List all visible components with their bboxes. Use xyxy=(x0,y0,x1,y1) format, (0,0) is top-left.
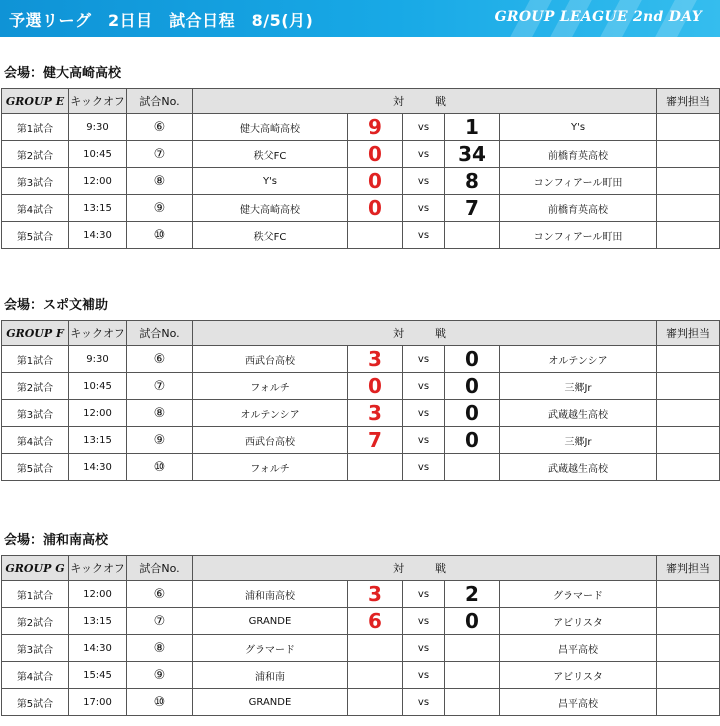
table-row xyxy=(2,346,720,373)
kickoff-time: 14:30 xyxy=(69,635,127,662)
match-label: 第3試合 xyxy=(2,168,69,195)
away-score xyxy=(445,689,500,716)
referee-cell xyxy=(657,168,720,195)
away-team: 昌平高校 xyxy=(500,689,657,716)
match-no-header: 試合No. xyxy=(127,321,193,346)
match-no-header: 試合No. xyxy=(127,556,193,581)
away-score: 34 xyxy=(445,141,500,168)
table-row xyxy=(2,114,720,141)
home-score: 6 xyxy=(348,608,403,635)
schedule-table xyxy=(1,320,720,481)
away-team: 三郷Jr xyxy=(500,427,657,454)
home-team: 秩父FC xyxy=(193,222,348,249)
match-number: ⑩ xyxy=(127,689,193,716)
table-header-row xyxy=(2,556,720,581)
home-team: Y's xyxy=(193,168,348,195)
referee-cell xyxy=(657,454,720,481)
away-score xyxy=(445,662,500,689)
kickoff-time: 14:30 xyxy=(69,222,127,249)
match-number: ⑧ xyxy=(127,635,193,662)
vs-label: vs xyxy=(403,222,445,249)
match-number: ⑥ xyxy=(127,581,193,608)
kickoff-time: 12:00 xyxy=(69,168,127,195)
table-row xyxy=(2,195,720,222)
referee-cell xyxy=(657,662,720,689)
kickoff-time: 10:45 xyxy=(69,141,127,168)
away-score: 1 xyxy=(445,114,500,141)
referee-cell xyxy=(657,346,720,373)
home-score: 3 xyxy=(348,346,403,373)
kickoff-time: 14:30 xyxy=(69,454,127,481)
home-team: 浦和南 xyxy=(193,662,348,689)
match-number: ⑦ xyxy=(127,608,193,635)
home-team: グラマード xyxy=(193,635,348,662)
away-team: オルテンシア xyxy=(500,346,657,373)
vs-label: vs xyxy=(403,141,445,168)
match-label: 第5試合 xyxy=(2,222,69,249)
match-label: 第4試合 xyxy=(2,427,69,454)
kickoff-time: 9:30 xyxy=(69,114,127,141)
kickoff-time: 10:45 xyxy=(69,373,127,400)
vs-label: vs xyxy=(403,373,445,400)
home-score xyxy=(348,454,403,481)
away-score: 0 xyxy=(445,373,500,400)
away-score: 0 xyxy=(445,427,500,454)
match-header: 対 戦 xyxy=(193,89,657,114)
home-score: 0 xyxy=(348,373,403,400)
home-team: 浦和南高校 xyxy=(193,581,348,608)
match-label: 第2試合 xyxy=(2,141,69,168)
referee-cell xyxy=(657,635,720,662)
home-score xyxy=(348,635,403,662)
match-label: 第5試合 xyxy=(2,689,69,716)
group-label: GROUP E xyxy=(2,89,69,114)
away-score xyxy=(445,454,500,481)
kickoff-time: 13:15 xyxy=(69,427,127,454)
home-score xyxy=(348,689,403,716)
table-row xyxy=(2,689,720,716)
table-row xyxy=(2,635,720,662)
home-score: 9 xyxy=(348,114,403,141)
table-header-row xyxy=(2,89,720,114)
table-row xyxy=(2,608,720,635)
home-score xyxy=(348,662,403,689)
match-label: 第2試合 xyxy=(2,373,69,400)
home-score: 0 xyxy=(348,141,403,168)
home-team: フォルチ xyxy=(193,373,348,400)
away-team: 武蔵越生高校 xyxy=(500,400,657,427)
match-label: 第1試合 xyxy=(2,346,69,373)
match-no-header: 試合No. xyxy=(127,89,193,114)
match-label: 第1試合 xyxy=(2,114,69,141)
page-title: 予選リーグ 2日目 試合日程 8/5(月) xyxy=(9,11,314,30)
referee-cell xyxy=(657,581,720,608)
vs-label: vs xyxy=(403,581,445,608)
match-label: 第4試合 xyxy=(2,662,69,689)
away-score: 7 xyxy=(445,195,500,222)
vs-label: vs xyxy=(403,608,445,635)
venue-title: 会場：浦和南高校 xyxy=(4,533,109,548)
referee-header: 審判担当 xyxy=(657,321,720,346)
vs-label: vs xyxy=(403,689,445,716)
kickoff-time: 12:00 xyxy=(69,400,127,427)
venue-title: 会場：健大高崎高校 xyxy=(4,66,122,81)
kickoff-time: 13:15 xyxy=(69,195,127,222)
home-team: GRANDE xyxy=(193,689,348,716)
referee-cell xyxy=(657,195,720,222)
match-label: 第2試合 xyxy=(2,608,69,635)
home-team: 西武台高校 xyxy=(193,427,348,454)
away-score xyxy=(445,635,500,662)
referee-header: 審判担当 xyxy=(657,89,720,114)
schedule-table xyxy=(1,88,720,249)
away-team: 昌平高校 xyxy=(500,635,657,662)
table-row xyxy=(2,222,720,249)
match-number: ⑧ xyxy=(127,168,193,195)
away-score: 0 xyxy=(445,608,500,635)
kickoff-header: キックオフ xyxy=(69,556,127,581)
table-row xyxy=(2,427,720,454)
page-subtitle: GROUP LEAGUE 2nd DAY xyxy=(494,9,702,25)
away-score: 2 xyxy=(445,581,500,608)
home-team: GRANDE xyxy=(193,608,348,635)
match-number: ⑧ xyxy=(127,400,193,427)
match-number: ⑥ xyxy=(127,346,193,373)
match-number: ⑨ xyxy=(127,195,193,222)
home-team: 秩父FC xyxy=(193,141,348,168)
referee-cell xyxy=(657,608,720,635)
away-score: 0 xyxy=(445,346,500,373)
away-score xyxy=(445,222,500,249)
table-row xyxy=(2,141,720,168)
kickoff-header: キックオフ xyxy=(69,89,127,114)
away-team: Y's xyxy=(500,114,657,141)
match-label: 第3試合 xyxy=(2,635,69,662)
away-team: 武蔵越生高校 xyxy=(500,454,657,481)
away-team: 前橋育英高校 xyxy=(500,195,657,222)
match-header: 対 戦 xyxy=(193,556,657,581)
match-number: ⑦ xyxy=(127,141,193,168)
home-team: 西武台高校 xyxy=(193,346,348,373)
away-score: 8 xyxy=(445,168,500,195)
away-team: コンフィアール町田 xyxy=(500,168,657,195)
referee-cell xyxy=(657,141,720,168)
away-team: アビリスタ xyxy=(500,662,657,689)
match-number: ⑩ xyxy=(127,222,193,249)
table-row xyxy=(2,454,720,481)
match-label: 第5試合 xyxy=(2,454,69,481)
vs-label: vs xyxy=(403,195,445,222)
group-label: GROUP G xyxy=(2,556,69,581)
vs-label: vs xyxy=(403,454,445,481)
table-row xyxy=(2,400,720,427)
referee-cell xyxy=(657,427,720,454)
home-score: 3 xyxy=(348,400,403,427)
vs-label: vs xyxy=(403,346,445,373)
vs-label: vs xyxy=(403,427,445,454)
match-number: ⑨ xyxy=(127,427,193,454)
match-label: 第4試合 xyxy=(2,195,69,222)
kickoff-time: 12:00 xyxy=(69,581,127,608)
referee-cell xyxy=(657,114,720,141)
home-score: 0 xyxy=(348,195,403,222)
match-number: ⑩ xyxy=(127,454,193,481)
kickoff-time: 9:30 xyxy=(69,346,127,373)
match-label: 第1試合 xyxy=(2,581,69,608)
venue-title: 会場：スポ文補助 xyxy=(4,298,109,313)
away-team: 三郷Jr xyxy=(500,373,657,400)
table-row xyxy=(2,662,720,689)
vs-label: vs xyxy=(403,400,445,427)
match-number: ⑨ xyxy=(127,662,193,689)
match-number: ⑥ xyxy=(127,114,193,141)
referee-cell xyxy=(657,373,720,400)
away-team: アビリスタ xyxy=(500,608,657,635)
away-team: コンフィアール町田 xyxy=(500,222,657,249)
home-team: 健大高崎高校 xyxy=(193,195,348,222)
vs-label: vs xyxy=(403,662,445,689)
header-banner xyxy=(0,0,720,37)
table-row xyxy=(2,168,720,195)
match-label: 第3試合 xyxy=(2,400,69,427)
kickoff-time: 15:45 xyxy=(69,662,127,689)
away-team: グラマード xyxy=(500,581,657,608)
home-score: 3 xyxy=(348,581,403,608)
vs-label: vs xyxy=(403,168,445,195)
vs-label: vs xyxy=(403,114,445,141)
home-team: オルテンシア xyxy=(193,400,348,427)
kickoff-time: 13:15 xyxy=(69,608,127,635)
referee-cell xyxy=(657,689,720,716)
referee-header: 審判担当 xyxy=(657,556,720,581)
match-header: 対 戦 xyxy=(193,321,657,346)
table-row xyxy=(2,373,720,400)
home-score xyxy=(348,222,403,249)
vs-label: vs xyxy=(403,635,445,662)
away-team: 前橋育英高校 xyxy=(500,141,657,168)
table-header-row xyxy=(2,321,720,346)
home-team: フォルチ xyxy=(193,454,348,481)
group-label: GROUP F xyxy=(2,321,69,346)
table-row xyxy=(2,581,720,608)
home-team: 健大高崎高校 xyxy=(193,114,348,141)
schedule-table xyxy=(1,555,720,716)
kickoff-time: 17:00 xyxy=(69,689,127,716)
home-score: 7 xyxy=(348,427,403,454)
referee-cell xyxy=(657,222,720,249)
kickoff-header: キックオフ xyxy=(69,321,127,346)
match-number: ⑦ xyxy=(127,373,193,400)
away-score: 0 xyxy=(445,400,500,427)
home-score: 0 xyxy=(348,168,403,195)
referee-cell xyxy=(657,400,720,427)
